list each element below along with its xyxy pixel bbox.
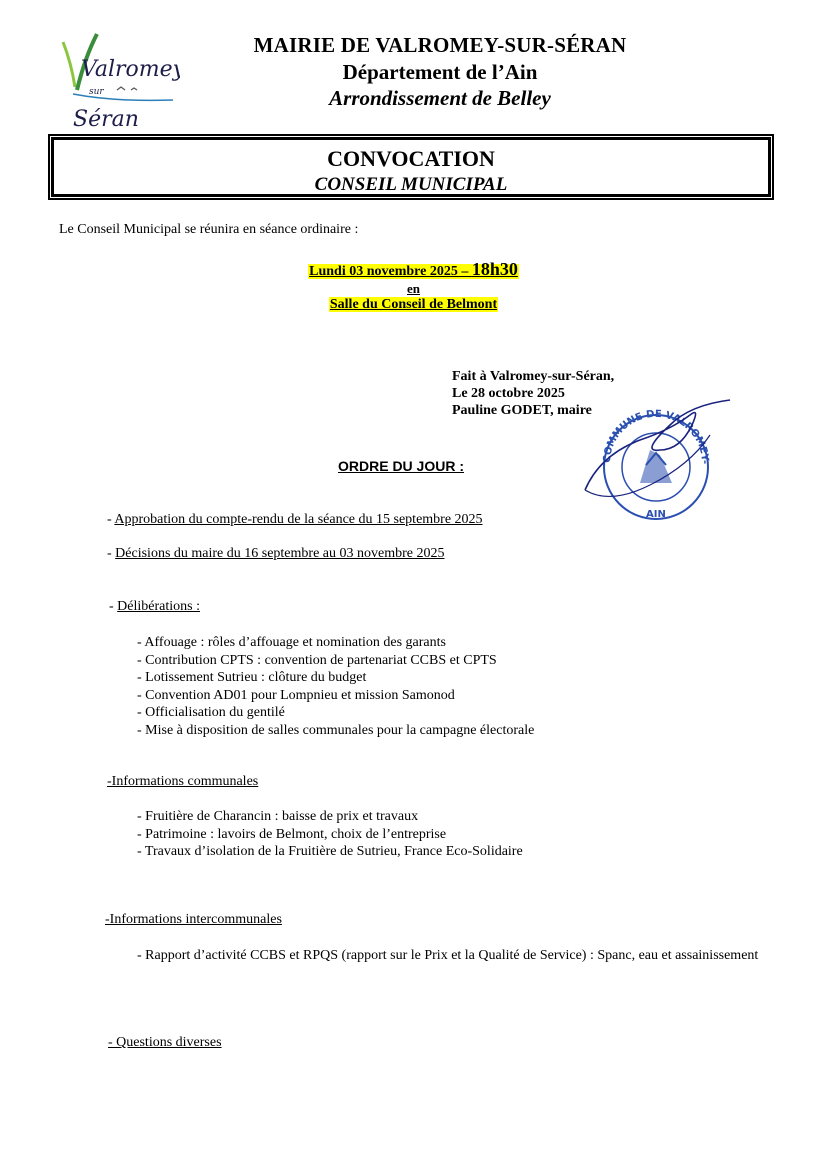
meeting-place-text: Salle du Conseil de Belmont [329, 297, 498, 312]
list-item: - Affouage : rôles d’affouage et nomination des garants [137, 635, 446, 650]
meeting-en [0, 281, 827, 297]
signature-name: Pauline GODET, maire [452, 403, 592, 418]
informations-communales-heading: -Informations communales [107, 774, 259, 789]
list-item: - Officialisation du gentilé [137, 705, 285, 720]
meeting-time: 18h30 [471, 259, 518, 279]
ordre-du-jour-title: ORDRE DU JOUR : [338, 458, 465, 474]
list-item: - Convention AD01 pour Lompnieu et mission Samonod [137, 687, 455, 703]
logo-graphic [55, 32, 180, 132]
meeting-datetime [0, 259, 827, 280]
arrondissement-line: Arrondissement de Belley [329, 86, 551, 110]
communales-list [137, 808, 523, 861]
logo-text-valromey: Valromey [81, 57, 180, 82]
intro-text: Le Conseil Municipal se réunira en séance ordinaire : [59, 222, 359, 237]
informations-intercommunales-heading: -Informations intercommunales [105, 912, 282, 927]
list-item: - Lotissement Sutrieu : clôture du budget [137, 670, 367, 685]
questions-diverses: - Questions diverses [108, 1035, 222, 1050]
stamp-bottom-text: AIN [646, 509, 666, 520]
meeting-en-text: en [407, 281, 420, 296]
logo-text-seran: Séran [73, 107, 139, 132]
intercommunales-item: - Rapport d’activité CCBS et RPQS (rapport sur le Prix et la Qualité de Service) : Spanc, eau et assainissement [137, 948, 759, 963]
agenda-deliberations [109, 599, 200, 615]
official-stamp [580, 395, 740, 525]
signature-date: Le 28 octobre 2025 [452, 386, 565, 401]
list-item: - Contribution CPTS : convention de partenariat CCBS et CPTS [137, 652, 497, 668]
stamp-top-text: COMMUNE DE VALROMEY- [601, 408, 711, 465]
signature-place: Fait à Valromey-sur-Séran, [452, 369, 615, 384]
logo-text-sur: sur [89, 87, 104, 97]
list-item: - Mise à disposition de salles communales pour la campagne électorale [137, 722, 535, 738]
agenda-item-decisions [107, 546, 444, 562]
agenda-item-1-text: Approbation du compte-rendu de la séance du 15 septembre 2025 [114, 512, 483, 527]
convocation-title: CONVOCATION [327, 146, 495, 171]
commune-logo [55, 32, 180, 132]
convocation-box [51, 137, 771, 197]
conseil-subtitle: CONSEIL MUNICIPAL [314, 174, 508, 195]
agenda-prefix: - [107, 546, 116, 561]
agenda-item-2-text: Décisions du maire du 16 septembre au 03 novembre 2025 [115, 546, 445, 561]
list-item: - Fruitière de Charancin : baisse de prix et travaux [137, 809, 419, 824]
agenda-prefix: - [109, 599, 118, 614]
deliberations-heading: Délibérations : [117, 599, 200, 614]
meeting-place [0, 297, 827, 313]
meeting-date: Lundi 03 novembre 2025 – [309, 264, 472, 279]
stamp-graphic [580, 395, 740, 525]
list-item: - Travaux d’isolation de la Fruitière de Sutrieu, France Eco-Solidaire [137, 844, 523, 859]
deliberation-list [137, 634, 534, 739]
list-item: - Patrimoine : lavoirs de Belmont, choix de l’entreprise [137, 826, 447, 842]
agenda-item-approbation [107, 512, 483, 528]
agenda-prefix: - [107, 512, 115, 527]
department-line: Département de l’Ain [342, 60, 538, 84]
mairie-title: MAIRIE DE VALROMEY-SUR-SÉRAN [253, 33, 627, 57]
